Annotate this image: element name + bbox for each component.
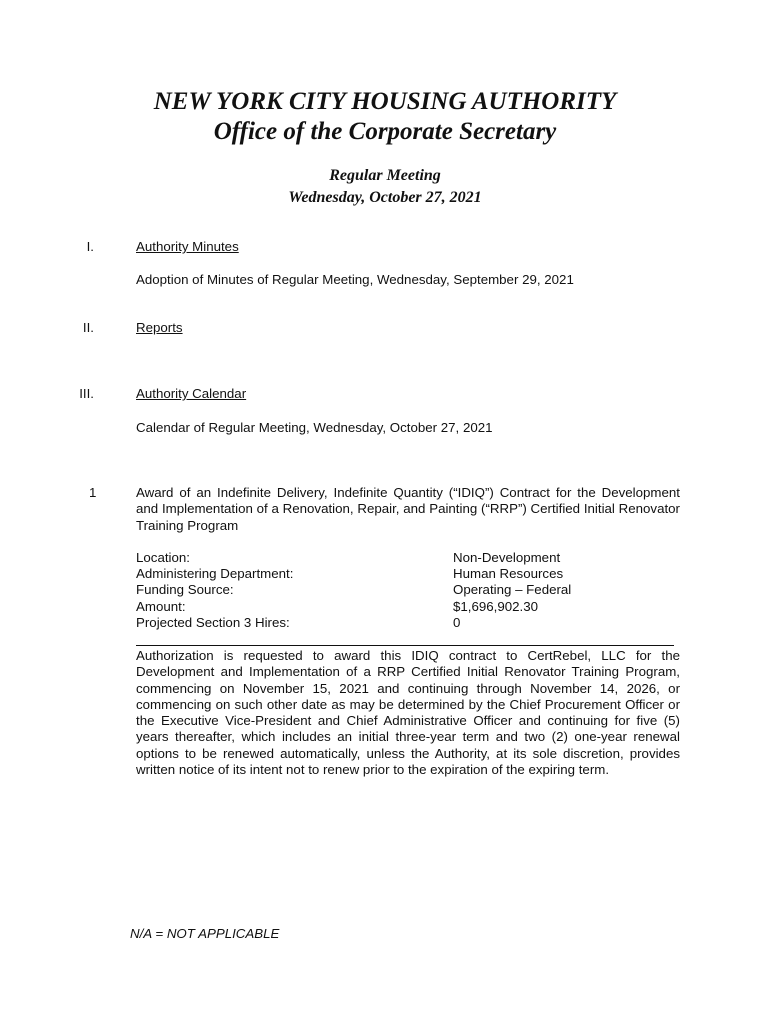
item-number: 1	[89, 485, 97, 500]
detail-label-hires: Projected Section 3 Hires:	[136, 615, 290, 630]
section-text-calendar: Calendar of Regular Meeting, Wednesday, October 27, 2021	[136, 420, 493, 435]
section-title-authority-minutes: Authority Minutes	[136, 239, 239, 254]
detail-value-hires: 0	[453, 615, 461, 630]
divider-rule	[136, 645, 674, 646]
detail-label-location: Location:	[136, 550, 190, 565]
section-title-reports: Reports	[136, 320, 183, 335]
footnote: N/A = NOT APPLICABLE	[130, 926, 280, 941]
detail-value-location: Non-Development	[453, 550, 561, 565]
detail-value-funding: Operating – Federal	[453, 582, 572, 597]
detail-label-amount: Amount:	[136, 599, 186, 614]
section-title-authority-calendar: Authority Calendar	[136, 386, 247, 401]
detail-label-funding: Funding Source:	[136, 582, 234, 597]
meeting-date: Wednesday, October 27, 2021	[288, 189, 482, 206]
section-numeral-1: I.	[86, 239, 94, 254]
detail-value-amount: $1,696,902.30	[453, 599, 539, 614]
org-title: NEW YORK CITY HOUSING AUTHORITY	[153, 88, 617, 115]
section-text-minutes: Adoption of Minutes of Regular Meeting, Wednesday, September 29, 2021	[136, 272, 574, 287]
meeting-type: Regular Meeting	[329, 167, 441, 184]
detail-value-department: Human Resources	[453, 566, 564, 581]
section-numeral-2: II.	[82, 320, 94, 335]
section-numeral-3: III.	[79, 386, 94, 401]
detail-label-department: Administering Department:	[136, 566, 294, 581]
item-title: Award of an Indefinite Delivery, Indefinite Quantity (“IDIQ”) Contract for the Development and Implementation of a Renovation, Repair, and Painting (“RRP”) Certified Initial Renovator Training Program	[136, 485, 680, 533]
authorization-text: Authorization is requested to award this IDIQ contract to CertRebel, LLC for the Development and Implementation of a RRP Certified Initial Renovator Training Program, commencing on November 15, 2021 and continuing through November 14, 2026, or commencing on such other date as may be determined by the Chief Procurement Officer or the Executive Vice-President and Chief Administrative Officer and continuing for five (5) years thereafter, which includes an initial three-year term and two (2) one-year renewal options to be renewed automatically, unless the Authority, at its sole discretion, provides written notice of its intent not to renew prior to the expiration of the expiring term.	[136, 648, 680, 778]
office-title: Office of the Corporate Secretary	[213, 118, 557, 145]
